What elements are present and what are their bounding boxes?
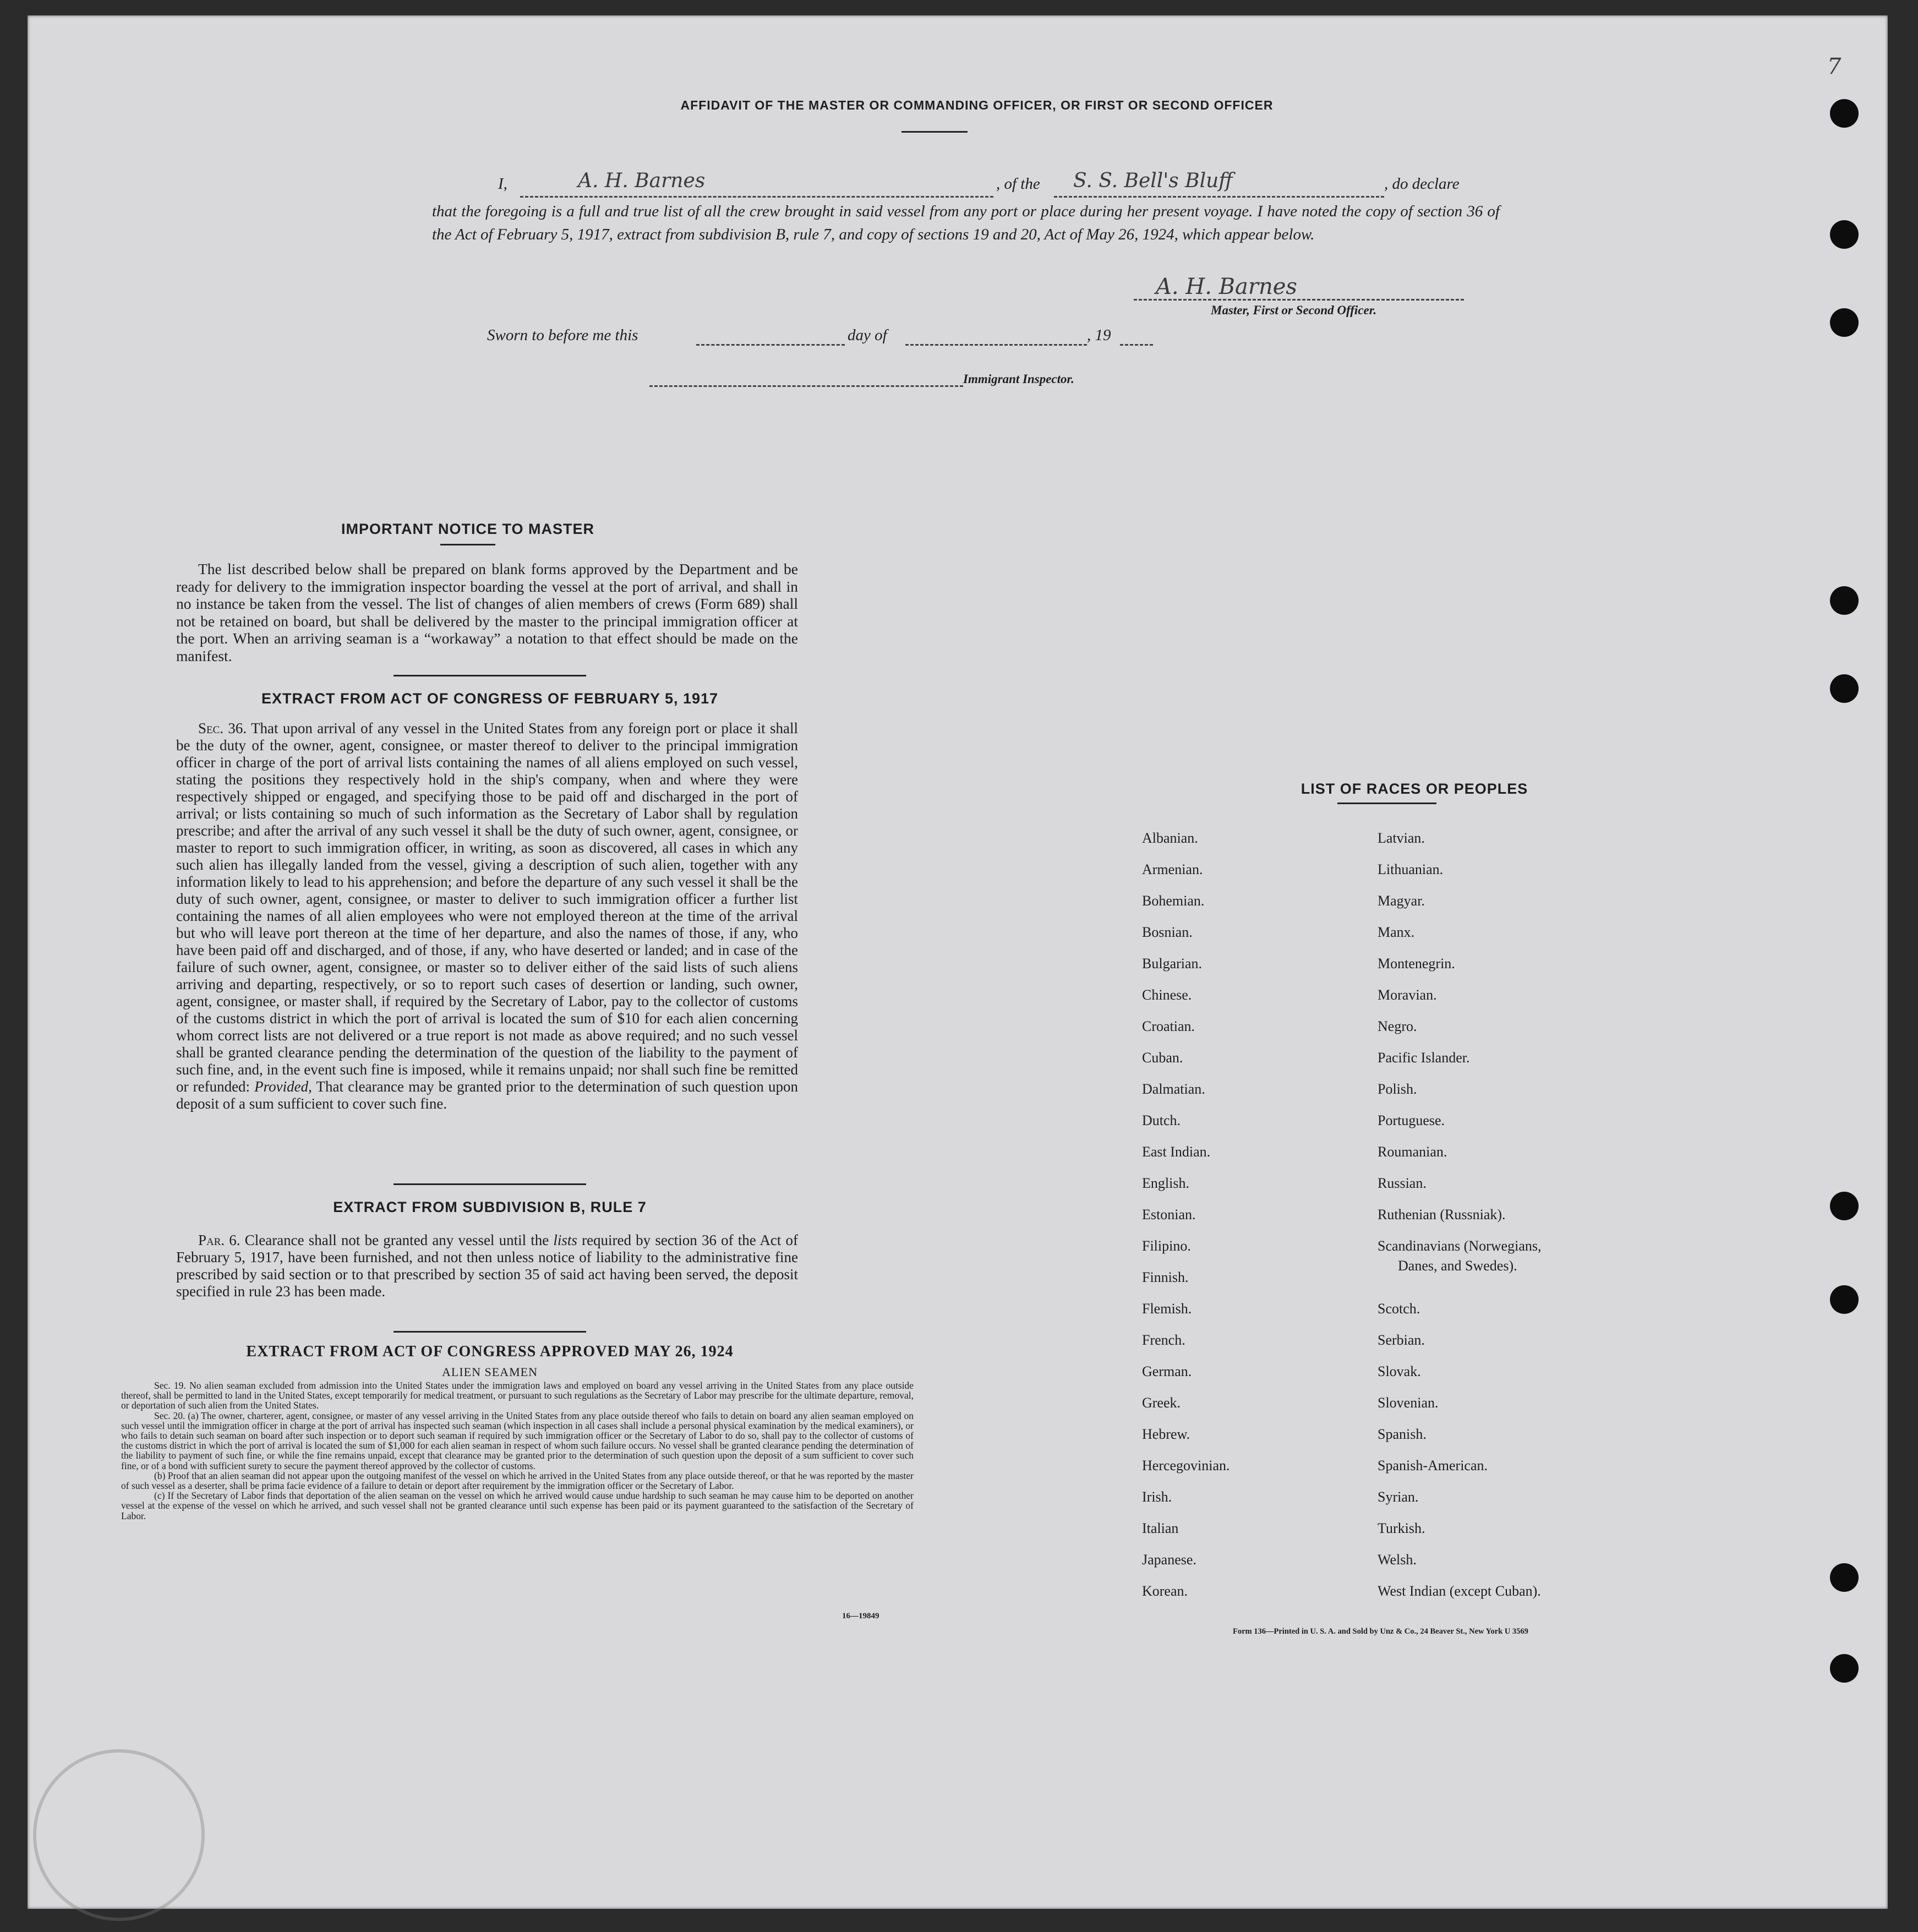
race-item: Japanese. — [1142, 1552, 1196, 1568]
sworn-day-label: day of — [848, 326, 887, 344]
punch-hole — [1830, 220, 1859, 249]
punch-hole — [1830, 674, 1859, 703]
race-item: Bohemian. — [1142, 893, 1205, 909]
race-item: Portuguese. — [1378, 1112, 1445, 1128]
race-item: Scotch. — [1378, 1301, 1420, 1317]
race-item: Latvian. — [1378, 830, 1425, 846]
document-page — [28, 15, 1888, 1909]
sec20c-text: (c) If the Secretary of Labor finds that deportation of the alien seaman on the vessel on which he arrived would cause undue hardship to such seaman he may cause him to be deported on another vessel at the expense of the vessel on which he arrived, and such vessel shall not be granted clearance until such expense has been paid or its payment guaranteed to the satisfaction of the Secretary of Labor. — [121, 1490, 914, 1521]
vessel-name-handwritten: S. S. Bell's Bluff — [1073, 170, 1233, 192]
race-item: German. — [1142, 1363, 1192, 1379]
race-item: Dalmatian. — [1142, 1081, 1205, 1097]
race-item: Estonian. — [1142, 1207, 1196, 1222]
notice-body: The list described below shall be prepared on blank forms approved by the Department and be ready for delivery to the immigration inspector boarding the vessel at the port of arrival, and shall in no instance be taken from the vessel. The list of changes of alien members of crews (Form 689) shall not be retained on board, but shall be delivered by the master to the principal immigration officer at the port. When an arriving seaman is a “workaway” a notation to that effect should be made on the manifest. — [176, 560, 798, 664]
par6-text-b: required by section 36 of the Act of February 5, 1917, have been furnished, and not then unless notice of liability to the administrative fine prescribed by said section or to that prescribed by section 35 of said act having been served, the deposit specified in rule 23 has been made. — [176, 1232, 799, 1300]
rule7-body — [176, 1232, 798, 1300]
race-item: Serbian. — [1378, 1332, 1425, 1348]
of-the-label: , of the — [996, 175, 1040, 193]
race-item: Filipino. — [1142, 1238, 1191, 1254]
extract-1924-body — [121, 1380, 914, 1521]
printer-footer: Form 136—Printed in U. S. A. and Sold by Unz & Co., 24 Beaver St., New York U 3569 — [1233, 1627, 1528, 1636]
race-item: Scandinavians (Norwegians, — [1378, 1238, 1542, 1254]
race-item: Russian. — [1378, 1175, 1427, 1191]
seal-stamp — [33, 1749, 205, 1921]
par6-label: Par. 6. — [198, 1232, 241, 1248]
section-rule-2 — [394, 1183, 586, 1185]
race-item: Flemish. — [1142, 1301, 1192, 1317]
extract-1917-body — [176, 720, 798, 1112]
race-item: Italian — [1142, 1520, 1179, 1536]
race-item: Slovenian. — [1378, 1395, 1439, 1411]
race-item: West Indian (except Cuban). — [1378, 1583, 1541, 1599]
extract-1917-title: EXTRACT FROM ACT OF CONGRESS OF FEBRUARY 5, 1917 — [261, 690, 719, 707]
race-item: Lithuanian. — [1378, 861, 1444, 877]
race-item: French. — [1142, 1332, 1185, 1348]
par6-text-a: Clearance shall not be granted any vessel until the — [244, 1232, 549, 1248]
inspector-caption: Immigrant Inspector. — [963, 372, 1074, 386]
race-item: Roumanian. — [1378, 1144, 1447, 1160]
sec36-text: That upon arrival of any vessel in the United States from any foreign port or place it shall be the duty of the owner, agent, consignee, or master thereof to deliver to the principal immigration officer in charge of the port of arrival lists containing the names of all aliens employed on such vessel, stating the positions they respectively hold in the ship's company, when and where they were respectively shipped or engaged, and specifying those to be paid off and discharged in the port of arrival; or lists containing so much of such information as the Secretary of Labor shall by regulation prescribe; and after the arrival of any such vessel it shall be the duty of such owner, agent, consignee, or master to report to such immigration officer, in writing, as soon as discovered, all cases in which any such alien has illegally landed from the vessel, giving a description of such alien, together with any information likely to lead to his apprehension; and before the departure of any such vessel it shall be the duty of such owner, agent, consignee, or master to deliver to such immigration officer a further list containing the names of all alien employees who were not employed thereon at the time of the arrival but who will leave port thereon at the time of her departure, and also the names of those, if any, who have been paid off and discharged, and of those, if any, who have deserted or landed; and in case of the failure of such owner, agent, consignee, or master so to deliver either of the said lists of such aliens arriving and departing, respectively, or so to report such cases of desertion or landing, such owner, agent, consignee, or master shall, if required by the Secretary of Labor, pay to the collector of customs of the customs district in which the port of arrival is located the sum of $10 for each alien concerning whom correct lists are not delivered or a true report is not made as above required; and no such vessel shall be granted clearance pending the determination of the question of the liability to the payment of such fine, and, in the event such fine is imposed, while it remains unpaid; nor shall such fine be remitted or refunded: — [176, 720, 799, 1095]
race-item: Syrian. — [1378, 1489, 1419, 1505]
affidavit-title: AFFIDAVIT OF THE MASTER OR COMMANDING OFFICER, OR FIRST OR SECOND OFFICER — [680, 98, 1274, 112]
affidavit-body: that the foregoing is a full and true list of all the crew brought in said vessel from any port or place during her present voyage. I have noted the copy of section 36 of the Act of February 5, 1917, extract from subdivision B, rule 7, and copy of sections 19 and 20, Act of May 26, 1924, which appear below. — [432, 203, 1500, 243]
race-item: Dutch. — [1142, 1112, 1181, 1128]
race-item: Spanish. — [1378, 1426, 1427, 1442]
punch-hole — [1830, 1285, 1859, 1314]
race-item: Slovak. — [1378, 1363, 1421, 1379]
master-signature: A. H. Barnes — [1156, 274, 1297, 299]
sworn-label: Sworn to before me this — [487, 326, 638, 344]
races-rule — [1337, 803, 1436, 804]
race-item: Moravian. — [1378, 987, 1437, 1003]
punch-hole — [1830, 308, 1859, 337]
punch-hole — [1830, 1192, 1859, 1220]
race-item: English. — [1142, 1175, 1189, 1191]
sworn-year-label: , 19 — [1087, 326, 1111, 344]
race-item: Bulgarian. — [1142, 956, 1203, 972]
sworn-month-field — [905, 332, 1087, 346]
race-item: Ruthenian (Russniak). — [1378, 1207, 1506, 1222]
race-item: Croatian. — [1142, 1018, 1195, 1034]
race-item: Welsh. — [1378, 1552, 1417, 1568]
race-item: Magyar. — [1378, 893, 1425, 909]
race-item: Armenian. — [1142, 861, 1203, 877]
punch-hole — [1830, 1654, 1859, 1683]
rule7-title: EXTRACT FROM SUBDIVISION B, RULE 7 — [333, 1199, 647, 1215]
race-item: Greek. — [1142, 1395, 1181, 1411]
master-name-handwritten: A. H. Barnes — [578, 170, 706, 192]
do-declare-label: , do declare — [1384, 175, 1460, 193]
extract-1924-subtitle: ALIEN SEAMEN — [442, 1365, 538, 1379]
notice-rule — [440, 544, 495, 545]
race-item: Korean. — [1142, 1583, 1188, 1599]
affidavit-i: I, — [498, 175, 507, 193]
punch-hole — [1830, 586, 1859, 615]
race-item: Cuban. — [1142, 1050, 1183, 1066]
sec36-text-end: That clearance may be granted prior to the determination of such question upon deposit of a sum sufficient to cover such fine. — [176, 1078, 799, 1112]
title-rule — [901, 131, 968, 133]
race-item: Spanish-American. — [1378, 1458, 1488, 1473]
sec20a-text: Sec. 20. (a) The owner, charterer, agent, consignee, or master of any vessel arriving in the United States from any place outside thereof who fails to detain on board any alien seaman employed on such vessel until the immigration officer in charge at the port of arrival has inspected such seaman (which inspection in all cases shall include a personal physical examination by the medical examiners), or who fails to detain such seaman on board after such inspection or to deport such seaman if required by such immigration officer or the Secretary of Labor to do so, shall pay to the collector of customs of the customs district in which the port of arrival is located the sum of $1,000 for each alien seaman in respect of whom such failure occurs. No vessel shall be granted clearance pending the determination of the liability to payment of such fine, or while the fine remains unpaid, except that clearance may be granted prior to the determination of such question upon the deposit of a sum sufficient to cover such fine, or of a bond with sufficient surety to secure the payment thereof approved by the collector of customs. — [121, 1410, 914, 1471]
sec36-label: Sec. 36. — [198, 720, 247, 736]
par6-lists: lists — [553, 1232, 577, 1248]
race-item: Danes, and Swedes). — [1398, 1258, 1517, 1274]
race-item: Pacific Islander. — [1378, 1050, 1470, 1066]
inspector-line — [649, 373, 963, 387]
page-number-mark: 7 — [1827, 54, 1842, 79]
race-item: Irish. — [1142, 1489, 1172, 1505]
section-rule-1 — [394, 675, 586, 676]
race-item: Polish. — [1378, 1081, 1417, 1097]
form-number: 16—19849 — [842, 1612, 879, 1620]
sworn-day-field — [696, 332, 845, 346]
signature-line — [1134, 288, 1464, 301]
punch-hole — [1830, 1563, 1859, 1592]
signature-caption: Master, First or Second Officer. — [1211, 303, 1377, 317]
race-item: Albanian. — [1142, 830, 1198, 846]
race-item: Bosnian. — [1142, 924, 1193, 940]
race-item: Hercegovinian. — [1142, 1458, 1230, 1473]
race-item: Manx. — [1378, 924, 1415, 940]
section-rule-3 — [394, 1331, 586, 1333]
race-item: Hebrew. — [1142, 1426, 1190, 1442]
races-title: LIST OF RACES OR PEOPLES — [1300, 781, 1528, 797]
race-item: Chinese. — [1142, 987, 1192, 1003]
race-item: Finnish. — [1142, 1269, 1189, 1285]
notice-title: IMPORTANT NOTICE TO MASTER — [341, 521, 594, 537]
punch-hole — [1830, 99, 1859, 128]
race-item: East Indian. — [1142, 1144, 1211, 1160]
race-item: Montenegrin. — [1378, 956, 1455, 972]
sec36-provided: Provided, — [254, 1078, 312, 1095]
sec20b-text: (b) Proof that an alien seaman did not appear upon the outgoing manifest of the vessel on which he arrived in the United States from any place outside thereof, or that he was reported by the master of such vessel as a deserter, shall be prima facie evidence of a failure to detain or deport after requirement by the immigration officer or the Secretary of Labor. — [121, 1470, 914, 1492]
race-item: Negro. — [1378, 1018, 1417, 1034]
sworn-year-field — [1120, 332, 1153, 346]
race-item: Turkish. — [1378, 1520, 1425, 1536]
extract-1924-title: EXTRACT FROM ACT OF CONGRESS APPROVED MAY 26, 1924 — [246, 1343, 734, 1360]
sec19-text: Sec. 19. No alien seaman excluded from admission into the United States under the immigration laws and employed on board any vessel arriving in the United States from any place outside thereof, shall be permitted to land in the United States, except temporarily for medical treatment, or pursuant to such regulations as the Secretary of Labor may prescribe for the ultimate departure, removal, or deportation of such alien from the United States. — [121, 1380, 914, 1411]
